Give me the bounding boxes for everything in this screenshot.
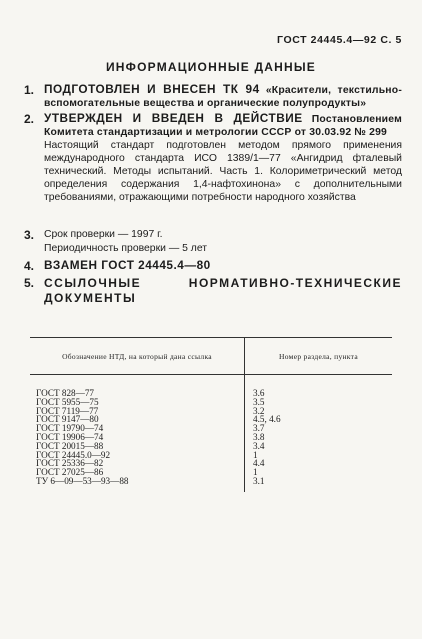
page-header: ГОСТ 24445.4—92 С. 5	[277, 34, 402, 46]
document-cell: ГОСТ 27025—86	[30, 468, 245, 477]
table-row	[30, 477, 392, 492]
section-number: 5.	[24, 276, 35, 290]
document-cell: ТУ 6—09—53—93—88	[30, 477, 245, 492]
section-cell: 3.2	[253, 405, 265, 416]
section-number: 3.	[24, 228, 35, 242]
document-cell: ГОСТ 25336—82	[30, 459, 245, 468]
order-number: № 299	[354, 127, 388, 138]
section-3	[24, 228, 402, 256]
section-number: 2.	[24, 112, 35, 126]
section-text: «Красители, текстильно-вспомогательные вещества и органические полупродукты»	[44, 85, 402, 109]
section-cell: 1	[253, 449, 258, 460]
page-title: ИНФОРМАЦИОННЫЕ ДАННЫЕ	[105, 60, 317, 74]
section-number: 4.	[24, 259, 35, 273]
section-heading: ССЫЛОЧНЫЕ НОРМАТИВНО-ТЕХНИЧЕСКИЕ ДОКУМЕНТЫ	[44, 276, 402, 305]
section-heading: ВЗАМЕН ГОСТ 24445.4—80	[44, 258, 211, 272]
document-cell: ГОСТ 24445.0—92	[30, 451, 245, 460]
section-cell: 3.6	[253, 388, 265, 398]
section-cell: 3.8	[253, 431, 265, 442]
document-cell: ГОСТ 828—77	[30, 375, 245, 398]
section-1	[24, 83, 402, 110]
section-cell: 1	[253, 467, 258, 478]
section-heading: ПОДГОТОВЛЕН И ВНЕСЕН ТК 94	[44, 82, 260, 96]
section-cell: 4.5, 4.6	[253, 414, 281, 425]
document-cell: ГОСТ 20015—88	[30, 442, 245, 451]
document-cell: ГОСТ 19790—74	[30, 424, 245, 433]
table-header-row	[30, 338, 392, 375]
reference-table	[30, 337, 392, 492]
document-cell: ГОСТ 19906—74	[30, 433, 245, 442]
table-row	[30, 375, 392, 398]
document-cell: ГОСТ 5955—75	[30, 398, 245, 407]
section-cell: 3.5	[253, 396, 265, 407]
section-5	[24, 276, 402, 306]
review-period: Срок проверки — 1997 г.	[44, 229, 163, 240]
section-body: Настоящий стандарт подготовлен методом прямого применения международного стандарта ИСО 1389/1—77 «Ангидрид фталевый технический. Методы испытаний. Часть 1. Колориметрический метод определения содержания 1,4-нафтохинона» с дополнительными требованиями, отражающими потребности народного хозяйства	[44, 140, 402, 203]
section-2	[24, 112, 402, 204]
section-4	[24, 259, 402, 273]
document-cell: ГОСТ 9147—80	[30, 415, 245, 424]
section-number: 1.	[24, 83, 35, 97]
section-text-intro: Постановлением Комитета стандартизации и метрологии СССР от 30.03.92	[44, 114, 402, 138]
section-cell: 3.4	[253, 440, 265, 451]
section-cell: 3.7	[253, 423, 265, 434]
document-cell: ГОСТ 7119—77	[30, 407, 245, 416]
section-heading: УТВЕРЖДЕН И ВВЕДЕН В ДЕЙСТВИЕ	[44, 111, 303, 125]
section-cell: 4.4	[253, 458, 265, 469]
column-header-document: Обозначение НТД, на который дана ссылка	[30, 338, 245, 375]
review-frequency: Периодичность проверки — 5 лет	[44, 243, 208, 254]
section-cell: 3.1	[253, 475, 265, 486]
column-header-section: Номер раздела, пункта	[245, 338, 393, 375]
